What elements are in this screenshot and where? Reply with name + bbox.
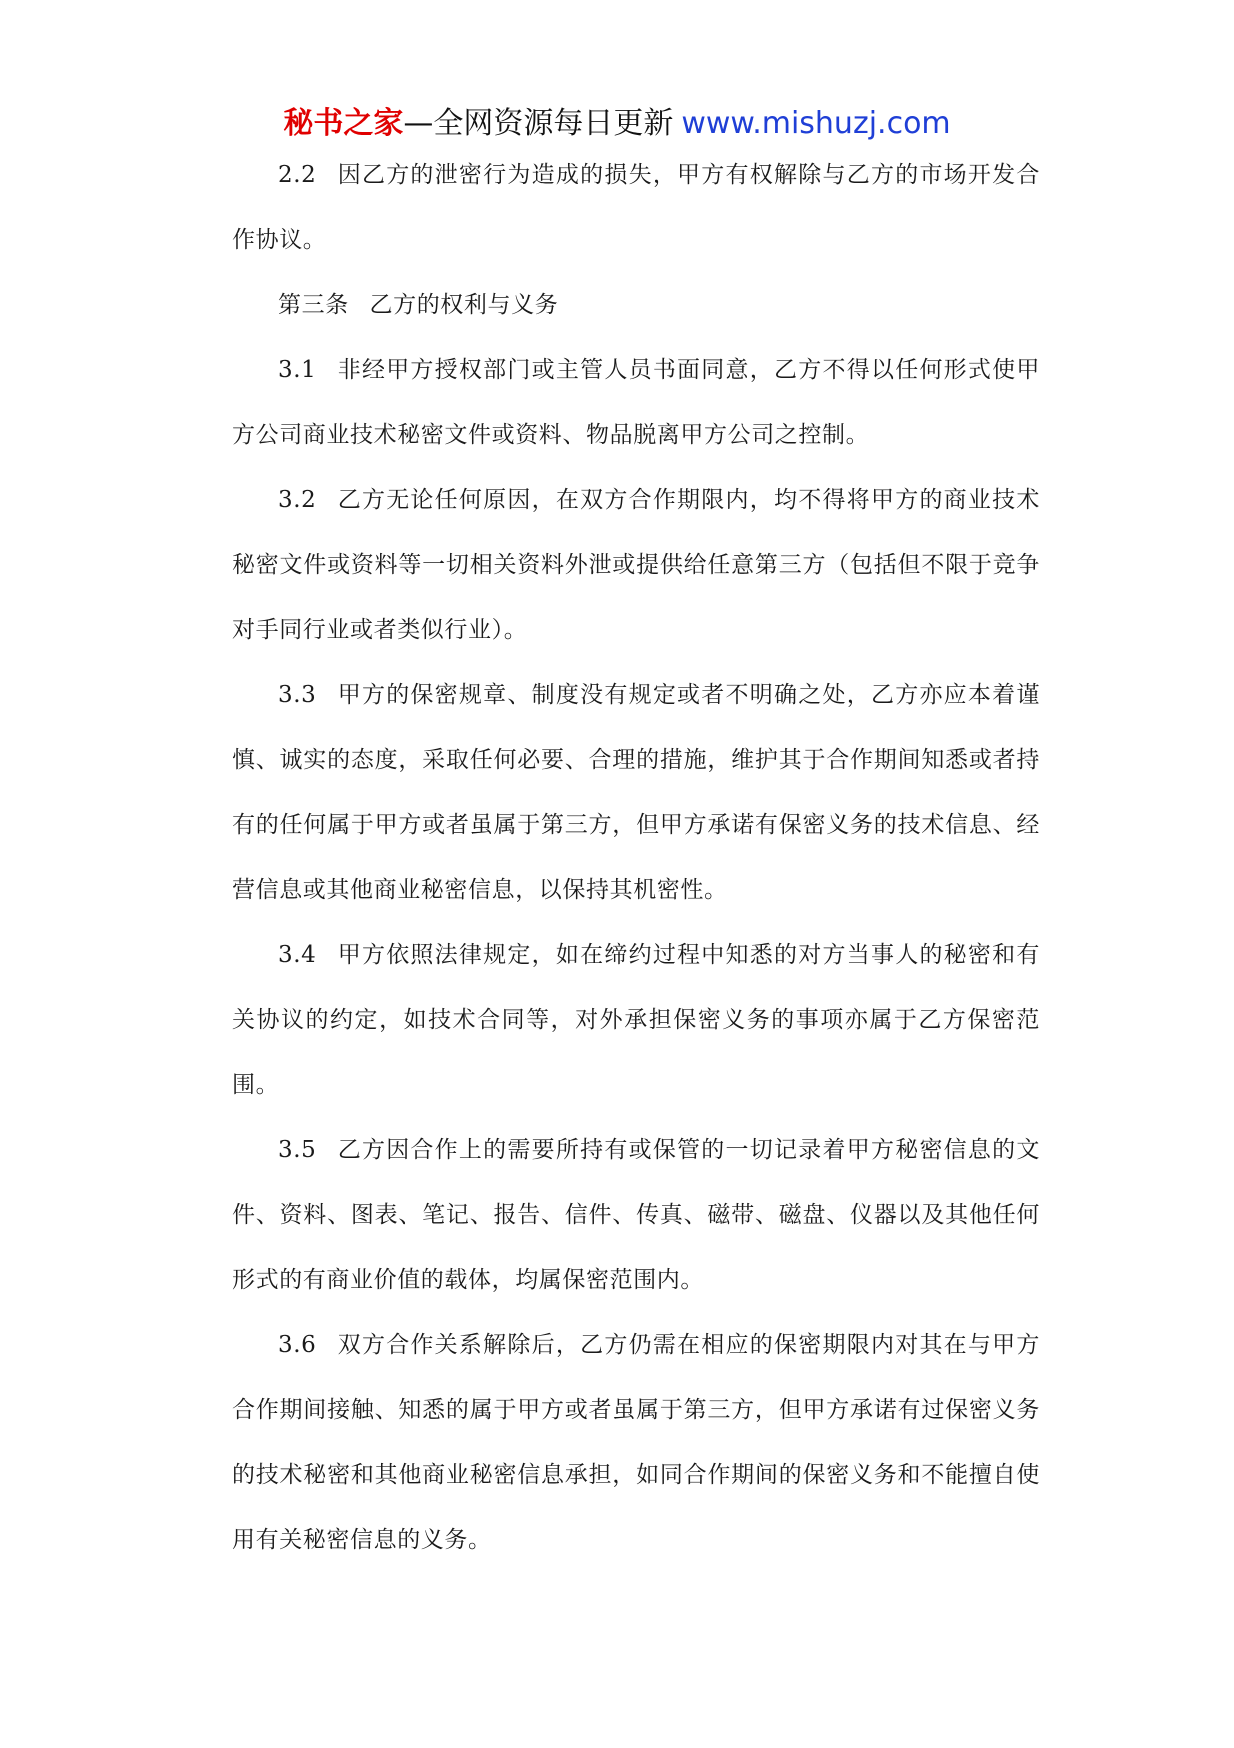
clause-number: 3.5 xyxy=(278,1137,317,1163)
section-title: 乙方的权利与义务 xyxy=(369,292,559,318)
clause-text: 非经甲方授权部门或主管人员书面同意，乙方不得以任何形式使甲方公司商业技术秘密文件或资料、物品脱离甲方公司之控制。 xyxy=(232,357,1040,448)
clause-text: 乙方因合作上的需要所持有或保管的一切记录着甲方秘密信息的文件、资料、图表、笔记、报告、信件、传真、磁带、磁盘、仪器以及其他任何形式的有商业价值的载体，均属保密范围内。 xyxy=(232,1137,1040,1293)
paragraph-3-3 xyxy=(232,663,1040,923)
paragraph-3-6 xyxy=(232,1313,1040,1573)
paragraph-3-1 xyxy=(232,338,1040,468)
paragraph-3-2 xyxy=(232,468,1040,663)
clause-text: 因乙方的泄密行为造成的损失，甲方有权解除与乙方的市场开发合作协议。 xyxy=(232,162,1040,253)
paragraph-2-2 xyxy=(232,143,1040,273)
document-body xyxy=(232,143,1040,1573)
watermark-brand: 秘书之家 xyxy=(283,106,404,141)
section-number: 第三条 xyxy=(278,292,349,318)
clause-number: 3.2 xyxy=(278,487,317,513)
clause-number: 3.4 xyxy=(278,942,317,968)
clause-number: 2.2 xyxy=(278,162,317,188)
watermark-header xyxy=(0,104,1234,144)
paragraph-3-5 xyxy=(232,1118,1040,1313)
clause-number: 3.1 xyxy=(278,357,317,383)
clause-number: 3.6 xyxy=(278,1332,317,1358)
clause-text: 双方合作关系解除后，乙方仍需在相应的保密期限内对其在与甲方合作期间接触、知悉的属于甲方或者虽属于第三方，但甲方承诺有过保密义务的技术秘密和其他商业秘密信息承担，如同合作期间的保密义务和不能擅自使用有关秘密信息的义务。 xyxy=(232,1332,1040,1553)
paragraph-3-4 xyxy=(232,923,1040,1118)
section-heading-article-3 xyxy=(232,273,1040,338)
watermark-tagline: —全网资源每日更新 xyxy=(403,106,674,141)
clause-number: 3.3 xyxy=(278,682,317,708)
watermark-url: www.mishuzj.com xyxy=(681,106,951,141)
clause-text: 乙方无论任何原因，在双方合作期限内，均不得将甲方的商业技术秘密文件或资料等一切相关资料外泄或提供给任意第三方（包括但不限于竞争对手同行业或者类似行业）。 xyxy=(232,487,1040,643)
clause-text: 甲方依照法律规定，如在缔约过程中知悉的对方当事人的秘密和有关协议的约定，如技术合同等，对外承担保密义务的事项亦属于乙方保密范围。 xyxy=(232,942,1040,1098)
clause-text: 甲方的保密规章、制度没有规定或者不明确之处，乙方亦应本着谨慎、诚实的态度，采取任何必要、合理的措施，维护其于合作期间知悉或者持有的任何属于甲方或者虽属于第三方，但甲方承诺有保密义务的技术信息、经营信息或其他商业秘密信息，以保持其机密性。 xyxy=(232,682,1040,903)
